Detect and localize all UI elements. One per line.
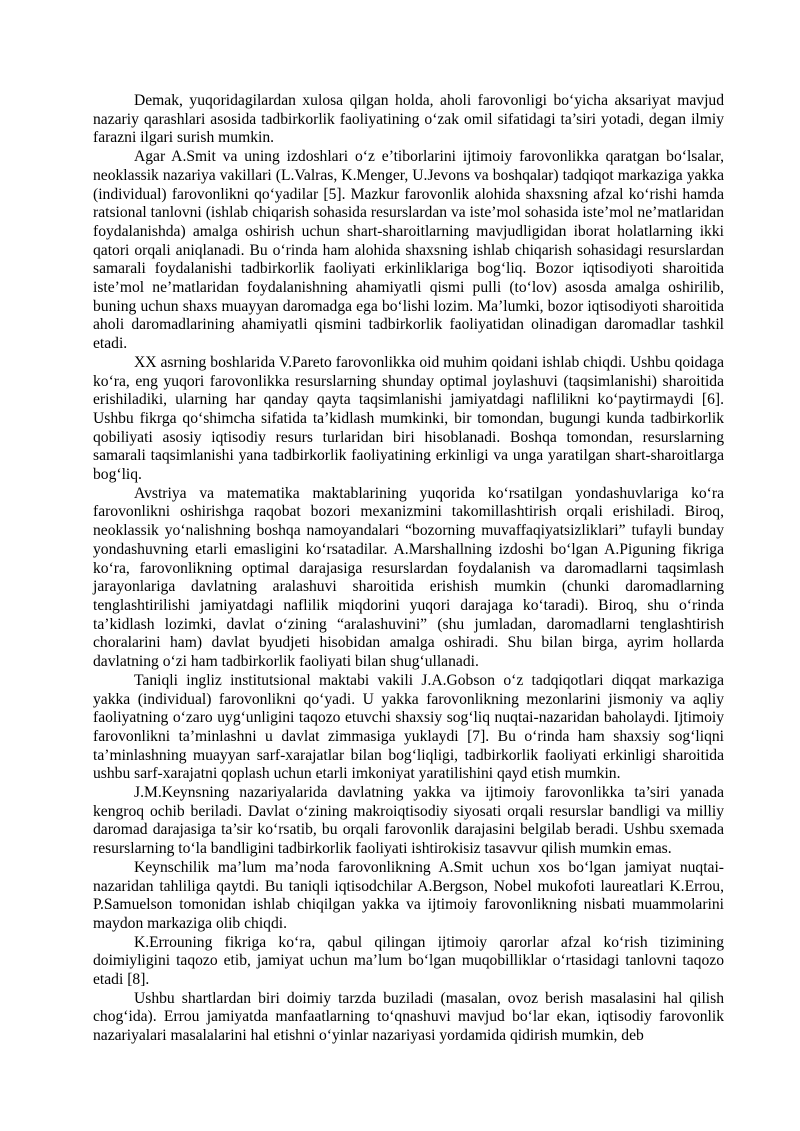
paragraph-arrow: K.Errouning fikriga ko‘ra, qabul qilingan ijtimoiy qarorlar afzal ko‘rish tizimining doimiyligini taqozo etib, jamiyat uchun ma’lum bo‘lgan muqobilliklar o‘rtasidagi tanlovni taqozo etadi [8]. bbox=[93, 933, 724, 989]
paragraph-pareto: XX asrning boshlarida V.Pareto farovonlikka oid muhim qoidani ishlab chiqdi. Ushbu qoidaga ko‘ra, eng yuqori farovonlikka resurslarning shunday optimal joylashuvi (taqsimlanishi) sharoitida erishiladiki, ularning har qanday qayta taqsimlanishi jamiyatdagi naflilikni ko‘paytirmaydi [6]. Ushbu fikrga qo‘shimcha sifatida ta’kidlash mumkinki, bir tomondan, bugungi kunda tadbirkorlik qobiliyati asosiy iqtisodiy resurs turlaridan biri hisoblanadi. Boshqa tomondan, resurslarning samarali taqsimlanishi yana tadbirkorlik faoliyatining erkinligi va unga yaratilgan shart-sharoitlarga bog‘liq. bbox=[93, 353, 724, 484]
paragraph-conditions: Ushbu shartlardan biri doimiy tarzda buziladi (masalan, ovoz berish masalasini hal qilish chog‘ida). Errou jamiyatda manfaatlarning to‘qnashuvi mavjud bo‘lar ekan, iqtisodiy farovonlik nazariyalari masalalarini hal etishni o‘yinlar nazariyasi yordamida qidirish mumkin, deb bbox=[93, 989, 724, 1045]
paragraph-austrian-pigou: Avstriya va matematika maktablarining yuqorida ko‘rsatilgan yondashuvlariga ko‘ra farovonlikni oshirishga raqobat bozori mexanizmini takomillashtirish orqali erishiladi. Biroq, neoklassik yo‘nalishning boshqa namoyandalari “bozorning muvaffaqiyatsizliklari” tufayli bunday yondashuvning etarli emasligini ko‘rsatadilar. A.Marshallning izdoshi bo‘lgan A.Piguning fikriga ko‘ra, farovonlikning optimal darajasiga resurslardan foydalanish va daromadlarni taqsimlash jarayonlariga davlatning aralashuvi sharoitida erishish mumkin (chunki daromadlarning tenglashtirilishi jamiyatdagi naflilik miqdorini yuqori darajaga ko‘taradi). Biroq, shu o‘rinda ta’kidlash lozimki, davlat o‘zining “aralashuvini” (shu jumladan, daromadlarni tenglashtirish choralarini ham) davlat byudjeti hisobidan amalga oshiradi. Shu bilan birga, ayrim hollarda davlatning o‘zi ham tadbirkorlik faoliyati bilan shug‘ullanadi. bbox=[93, 484, 724, 671]
paragraph-keynes: J.M.Keynsning nazariyalarida davlatning yakka va ijtimoiy farovonlikka ta’siri yanada kengroq ochib beriladi. Davlat o‘zining makroiqtisodiy siyosati orqali resurslar bandligi va milliy daromad darajasiga ta’sir ko‘rsatib, bu orqali farovonlik darajasini belgilab beradi. Ushbu sxemada resurslarning to‘la bandligini tadbirkorlik faoliyati ishtirokisiz tasavvur qilish mumkin emas. bbox=[93, 784, 724, 858]
paragraph-gobson: Taniqli ingliz institutsional maktabi vakili J.A.Gobson o‘z tadqiqotlari diqqat markaziga yakka (individual) farovonlikni qo‘yadi. U yakka farovonlikning mezonlarini jismoniy va aqliy faoliyatning o‘zaro uyg‘unligini taqozo etuvchi shaxsiy sog‘liq nuqtai-nazaridan baholaydi. Ijtimoiy farovonlikni ta’minlashni u davlat zimmasiga yuklaydi [7]. Bu o‘rinda ham shaxsiy sog‘liqni ta’minlashning muayyan sarf-xarajatlar bilan bog‘liqligi, tadbirkorlik faoliyati erkinligi sharoitida ushbu sarf-xarajatni qoplash uchun etarli imkoniyat yaratilishini qayd etish mumkin. bbox=[93, 671, 724, 783]
paragraph-conclusion: Demak, yuqoridagilardan xulosa qilgan holda, aholi farovonligi bo‘yicha aksariyat mavjud nazariy qarashlari asosida tadbirkorlik faoliyatining o‘zak omil sifatidagi ta’siri yotadi, degan ilmiy farazni ilgari surish mumkin. bbox=[93, 92, 724, 147]
paragraph-keynesianism: Keynschilik ma’lum ma’noda farovonlikning A.Smit uchun xos bo‘lgan jamiyat nuqtai-nazaridan tahliliga qaytdi. Bu taniqli iqtisodchilar A.Bergson, Nobel mukofoti laureatlari K.Errou, P.Samuelson tomonidan ishlab chiqilgan yakka va ijtimoiy farovonlikning nisbati muammolarini maydon markaziga olib chiqdi. bbox=[93, 858, 724, 932]
document-page bbox=[93, 92, 724, 1046]
paragraph-smith-neoclassical: Agar A.Smit va uning izdoshlari o‘z e’tiborlarini ijtimoiy farovonlikka qaratgan bo‘lsalar, neoklassik nazariya vakillari (L.Valras, K.Menger, U.Jevons va boshqalar) tadqiqot markaziga yakka (individual) farovonlikni qo‘yadilar [5]. Mazkur farovonlik alohida shaxsning afzal ko‘rishi hamda ratsional tanlovni (ishlab chiqarish sohasida resurslardan va iste’mol sohasida iste’mol ne’matlaridan foydalanishda) amalga oshirish uchun shart-sharoitlarning mavjudligidan iborat holatlarning ikki qatori orqali aniqlanadi. Bu o‘rinda ham alohida shaxsning ishlab chiqarish sohasidagi resurslardan samarali foydalanishi tadbirkorlik faoliyati erkinliklariga bog‘liq. Bozor iqtisodiyoti sharoitida iste’mol ne’matlaridan foydalanishning ahamiyatli qismi pulli (to‘lov) asosda amalga oshirilib, buning uchun shaxs muayyan daromadga ega bo‘lishi lozim. Ma’lumki, bozor iqtisodiyoti sharoitida aholi daromadlarining ahamiyatli qismini tadbirkorlik faoliyatidan olinadigan daromadlar tashkil etadi. bbox=[93, 148, 724, 353]
